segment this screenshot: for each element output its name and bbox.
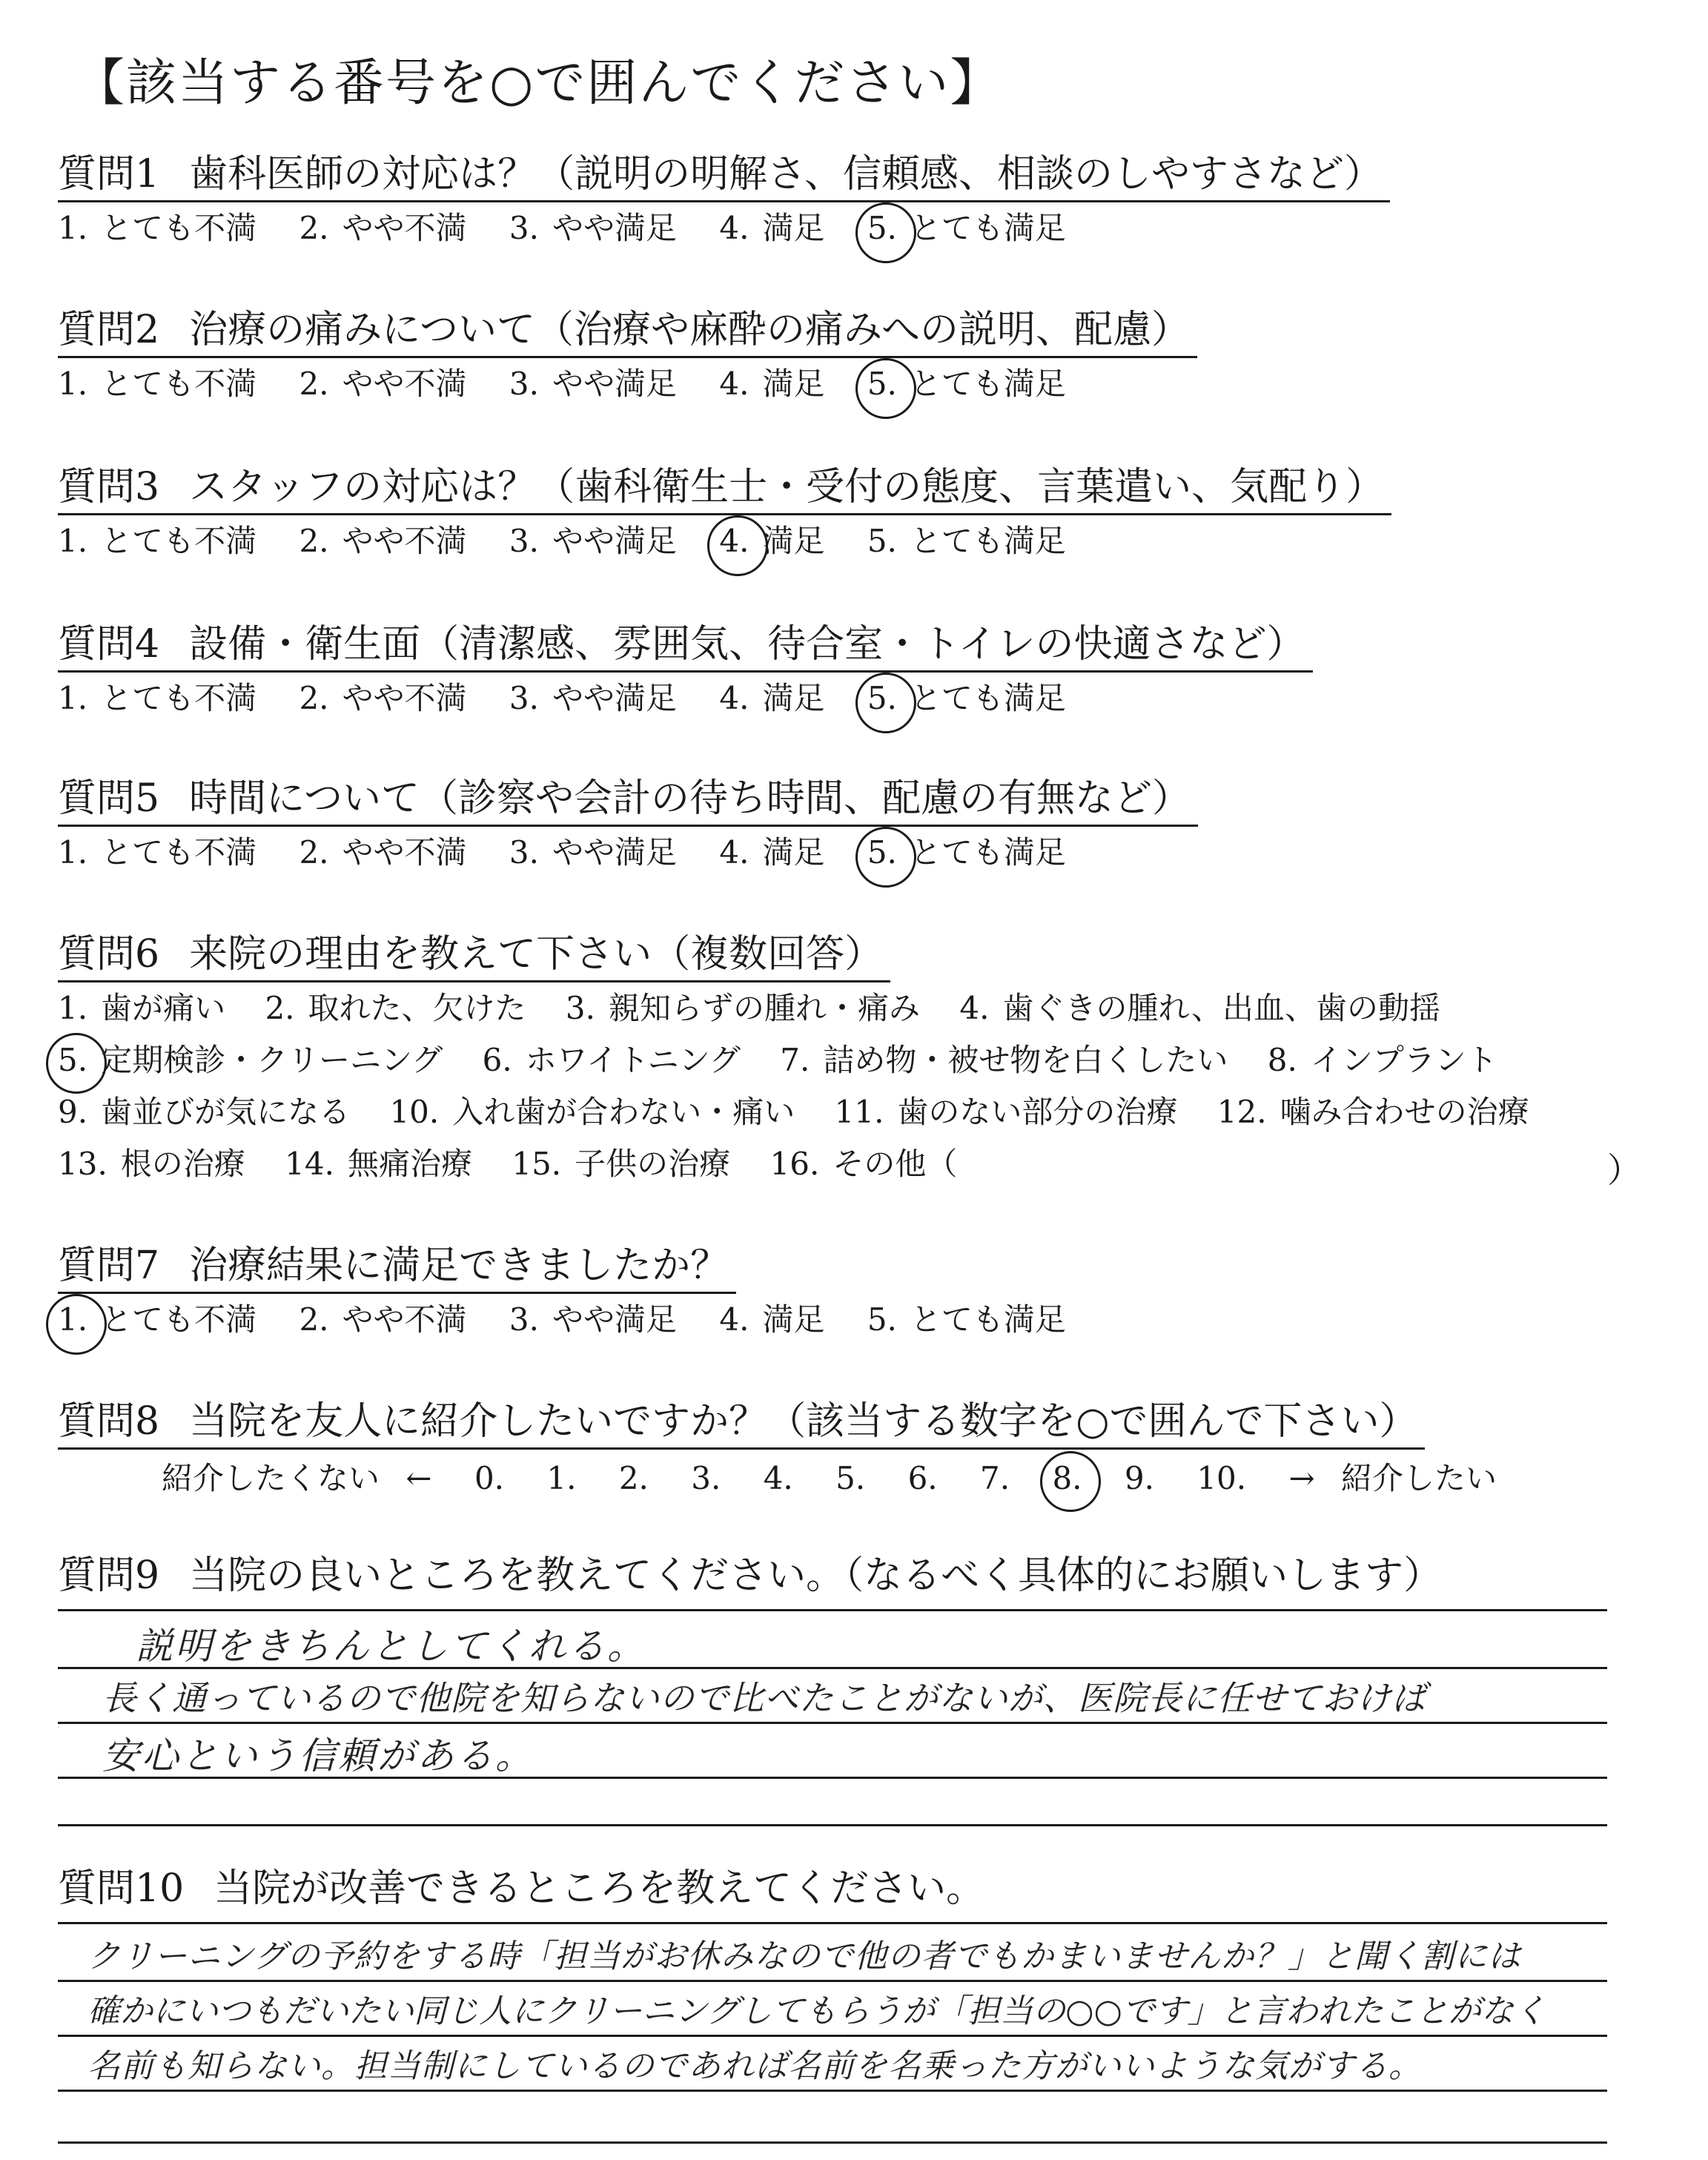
other-paren-close: ） xyxy=(1607,1150,1641,1190)
question-3 xyxy=(58,461,1391,566)
rating-options xyxy=(58,828,1198,877)
option-5-selected[interactable]: 5. とても満足 xyxy=(867,360,1066,409)
question-number: 質問8 xyxy=(58,1399,160,1444)
handwritten-answer-line-1: クリーニングの予約をする時「担当がお休みなので他の者でもかまいませんか？」と聞く割には xyxy=(87,1938,1522,1975)
option-2[interactable]: 2. やや不満 xyxy=(299,366,467,402)
option-1[interactable]: 1. とても不満 xyxy=(58,834,257,871)
option-2[interactable]: 2. やや不満 xyxy=(299,523,467,559)
reason-row-2 xyxy=(58,1034,1559,1086)
question-1 xyxy=(58,148,1390,253)
scale-right-label: 紹介したい xyxy=(1341,1460,1497,1496)
option-4[interactable]: 4. 満足 xyxy=(719,680,825,716)
option-4[interactable]: 4. 満足 xyxy=(719,210,825,246)
question-number: 質問3 xyxy=(58,465,160,509)
reason-option-11[interactable]: 11. 歯のない部分の治療 xyxy=(834,1094,1178,1130)
scale-4[interactable]: 4. xyxy=(763,1460,793,1496)
handwritten-answer-line-3: 名前も知らない。担当制にしているのであれば名前を名乗った方がいいような気がする。 xyxy=(87,2047,1422,2085)
option-5-selected[interactable]: 5. とても満足 xyxy=(867,828,1066,877)
scale-3[interactable]: 3. xyxy=(691,1460,721,1496)
scale-5[interactable]: 5. xyxy=(835,1460,866,1496)
right-arrow: → xyxy=(1288,1460,1315,1496)
answer-line xyxy=(58,2090,1607,2092)
question-number: 質問5 xyxy=(58,776,160,821)
answer-line xyxy=(58,2141,1607,2144)
option-3[interactable]: 3. やや満足 xyxy=(509,680,677,716)
question-9 xyxy=(58,1550,1442,1602)
option-1[interactable]: 1. とても不満 xyxy=(58,523,257,559)
question-7 xyxy=(58,1240,1099,1344)
scale-2[interactable]: 2. xyxy=(618,1460,649,1496)
answer-box-good-points[interactable] xyxy=(58,1609,1607,1832)
reason-option-14[interactable]: 14. 無痛治療 xyxy=(285,1146,472,1182)
option-2[interactable]: 2. やや不満 xyxy=(299,1301,467,1338)
question-title xyxy=(58,928,890,982)
reason-option-16[interactable]: 16. その他（ xyxy=(769,1146,958,1182)
question-number: 質問6 xyxy=(58,932,160,977)
option-2[interactable]: 2. やや不満 xyxy=(299,834,467,871)
question-2 xyxy=(58,304,1197,409)
scale-7[interactable]: 7. xyxy=(980,1460,1010,1496)
question-title xyxy=(58,148,1390,202)
answer-line xyxy=(58,1922,1607,1924)
question-title xyxy=(58,304,1197,358)
question-number: 質問1 xyxy=(58,152,160,196)
question-text: 来院の理由を教えて下さい（複数回答） xyxy=(189,932,884,977)
question-title xyxy=(58,618,1313,673)
question-text: 治療の痛みについて（治療や麻酔の痛みへの説明、配慮） xyxy=(189,308,1191,352)
question-number: 質問4 xyxy=(58,622,160,667)
option-4[interactable]: 4. 満足 xyxy=(719,1301,825,1338)
question-text: 設備・衛生面（清潔感、雰囲気、待合室・トイレの快適さなど） xyxy=(189,622,1305,667)
option-3[interactable]: 3. やや満足 xyxy=(509,523,677,559)
question-text: 当院を友人に紹介したいですか？（該当する数字を○で囲んで下さい） xyxy=(189,1399,1418,1444)
option-5-selected[interactable]: 5. とても満足 xyxy=(867,674,1066,723)
reason-option-10[interactable]: 10. 入れ歯が合わない・痛い xyxy=(389,1094,795,1130)
scale-9[interactable]: 9. xyxy=(1124,1460,1154,1496)
option-5[interactable]: 5. とても満足 xyxy=(867,1301,1066,1338)
scale-1[interactable]: 1. xyxy=(546,1460,577,1496)
reason-row-1 xyxy=(58,982,1559,1034)
reason-option-4[interactable]: 4. 歯ぐきの腫れ、出血、歯の動揺 xyxy=(959,990,1440,1026)
handwritten-answer-line-1: 説明をきちんとしてくれる。 xyxy=(136,1625,646,1668)
question-8 xyxy=(58,1396,1497,1505)
option-3[interactable]: 3. やや満足 xyxy=(509,834,677,871)
reason-option-13[interactable]: 13. 根の治療 xyxy=(58,1146,245,1182)
scale-8-selected[interactable]: 8. xyxy=(1052,1453,1082,1505)
question-title xyxy=(58,461,1391,515)
rating-options xyxy=(58,204,1390,253)
question-10 xyxy=(58,1863,984,1915)
scale-10[interactable]: 10. xyxy=(1196,1460,1247,1496)
handwritten-answer-line-2: 確かにいつもだいたい同じ人にクリーニングしてもらうが「担当の○○です」と言われたことがなく xyxy=(87,1992,1546,2030)
option-1[interactable]: 1. とても不満 xyxy=(58,210,257,246)
rating-options xyxy=(58,1295,1099,1344)
question-title xyxy=(58,1863,984,1915)
answer-line xyxy=(58,1609,1607,1611)
reason-option-8[interactable]: 8. インプラント xyxy=(1267,1042,1497,1078)
question-5 xyxy=(58,773,1198,877)
rating-options xyxy=(58,360,1197,409)
question-title xyxy=(58,1240,736,1294)
option-3[interactable]: 3. やや満足 xyxy=(509,1301,677,1338)
scale-left-label: 紹介したくない xyxy=(162,1460,380,1496)
question-4 xyxy=(58,618,1313,723)
reason-row-3 xyxy=(58,1086,1559,1138)
question-number: 質問7 xyxy=(58,1244,160,1288)
handwritten-answer-line-2: 長く通っているので他院を知らないので比べたことがないが、医院長に任せておけば xyxy=(102,1678,1426,1718)
question-text: 歯科医師の対応は？（説明の明解さ、信頼感、相談のしやすさなど） xyxy=(189,152,1383,196)
left-arrow: ← xyxy=(406,1460,432,1496)
reason-option-2[interactable]: 2. 取れた、欠けた xyxy=(265,990,526,1026)
scale-6[interactable]: 6. xyxy=(907,1460,938,1496)
handwritten-answer-line-3: 安心という信頼がある。 xyxy=(102,1734,534,1777)
answer-line xyxy=(58,2035,1607,2037)
option-4[interactable]: 4. 満足 xyxy=(719,366,825,402)
question-text: 当院の良いところを教えてください。（なるべく具体的にお願いします） xyxy=(189,1553,1443,1598)
page-heading: 【該当する番号を○で囲んでください】 xyxy=(74,54,1002,113)
recommend-scale xyxy=(162,1453,1497,1505)
option-2[interactable]: 2. やや不満 xyxy=(299,210,467,246)
question-title xyxy=(58,773,1198,827)
question-text: 時間について（診察や会計の待ち時間、配慮の有無など） xyxy=(189,776,1191,821)
option-1-selected[interactable]: 1. とても不満 xyxy=(58,1295,256,1344)
rating-options xyxy=(58,674,1313,723)
question-6 xyxy=(58,928,1559,1190)
reason-option-5-selected[interactable]: 5. 定期検診・クリーニング xyxy=(58,1034,443,1086)
answer-box-improvements[interactable] xyxy=(58,1922,1607,2152)
question-number: 質問10 xyxy=(58,1866,185,1911)
option-3[interactable]: 3. やや満足 xyxy=(509,366,677,402)
answer-line xyxy=(58,1722,1607,1724)
option-1[interactable]: 1. とても不満 xyxy=(58,366,257,402)
answer-line xyxy=(58,1980,1607,1982)
scale-0[interactable]: 0. xyxy=(474,1460,505,1496)
question-number: 質問2 xyxy=(58,308,160,352)
question-text: 当院が改善できるところを教えてください。 xyxy=(214,1866,985,1911)
question-text: 治療結果に満足できましたか？ xyxy=(189,1244,729,1288)
option-1[interactable]: 1. とても不満 xyxy=(58,680,257,716)
option-2[interactable]: 2. やや不満 xyxy=(299,680,467,716)
option-5-selected[interactable]: 5. とても満足 xyxy=(867,204,1066,253)
reason-option-12[interactable]: 12. 噛み合わせの治療 xyxy=(1217,1094,1529,1130)
reason-option-7[interactable]: 7. 詰め物・被せ物を白くしたい xyxy=(780,1042,1228,1078)
option-3[interactable]: 3. やや満足 xyxy=(509,210,677,246)
option-4[interactable]: 4. 満足 xyxy=(719,834,825,871)
answer-line xyxy=(58,1824,1607,1826)
reason-option-9[interactable]: 9. 歯並びが気になる xyxy=(58,1094,351,1130)
reason-option-3[interactable]: 3. 親知らずの腫れ・痛み xyxy=(565,990,920,1026)
reason-option-6[interactable]: 6. ホワイトニング xyxy=(482,1042,741,1078)
question-title xyxy=(58,1396,1425,1450)
rating-options xyxy=(58,517,1391,566)
option-5[interactable]: 5. とても満足 xyxy=(867,523,1066,559)
reason-row-4 xyxy=(58,1138,1559,1190)
option-4-selected[interactable]: 4. 満足 xyxy=(719,517,824,566)
question-title xyxy=(58,1550,1442,1602)
question-number: 質問9 xyxy=(58,1553,160,1598)
reason-option-15[interactable]: 15. 子供の治療 xyxy=(512,1146,731,1182)
question-text: スタッフの対応は？（歯科衛生士・受付の態度、言葉遣い、気配り） xyxy=(189,465,1385,509)
reason-option-1[interactable]: 1. 歯が痛い xyxy=(58,990,226,1026)
